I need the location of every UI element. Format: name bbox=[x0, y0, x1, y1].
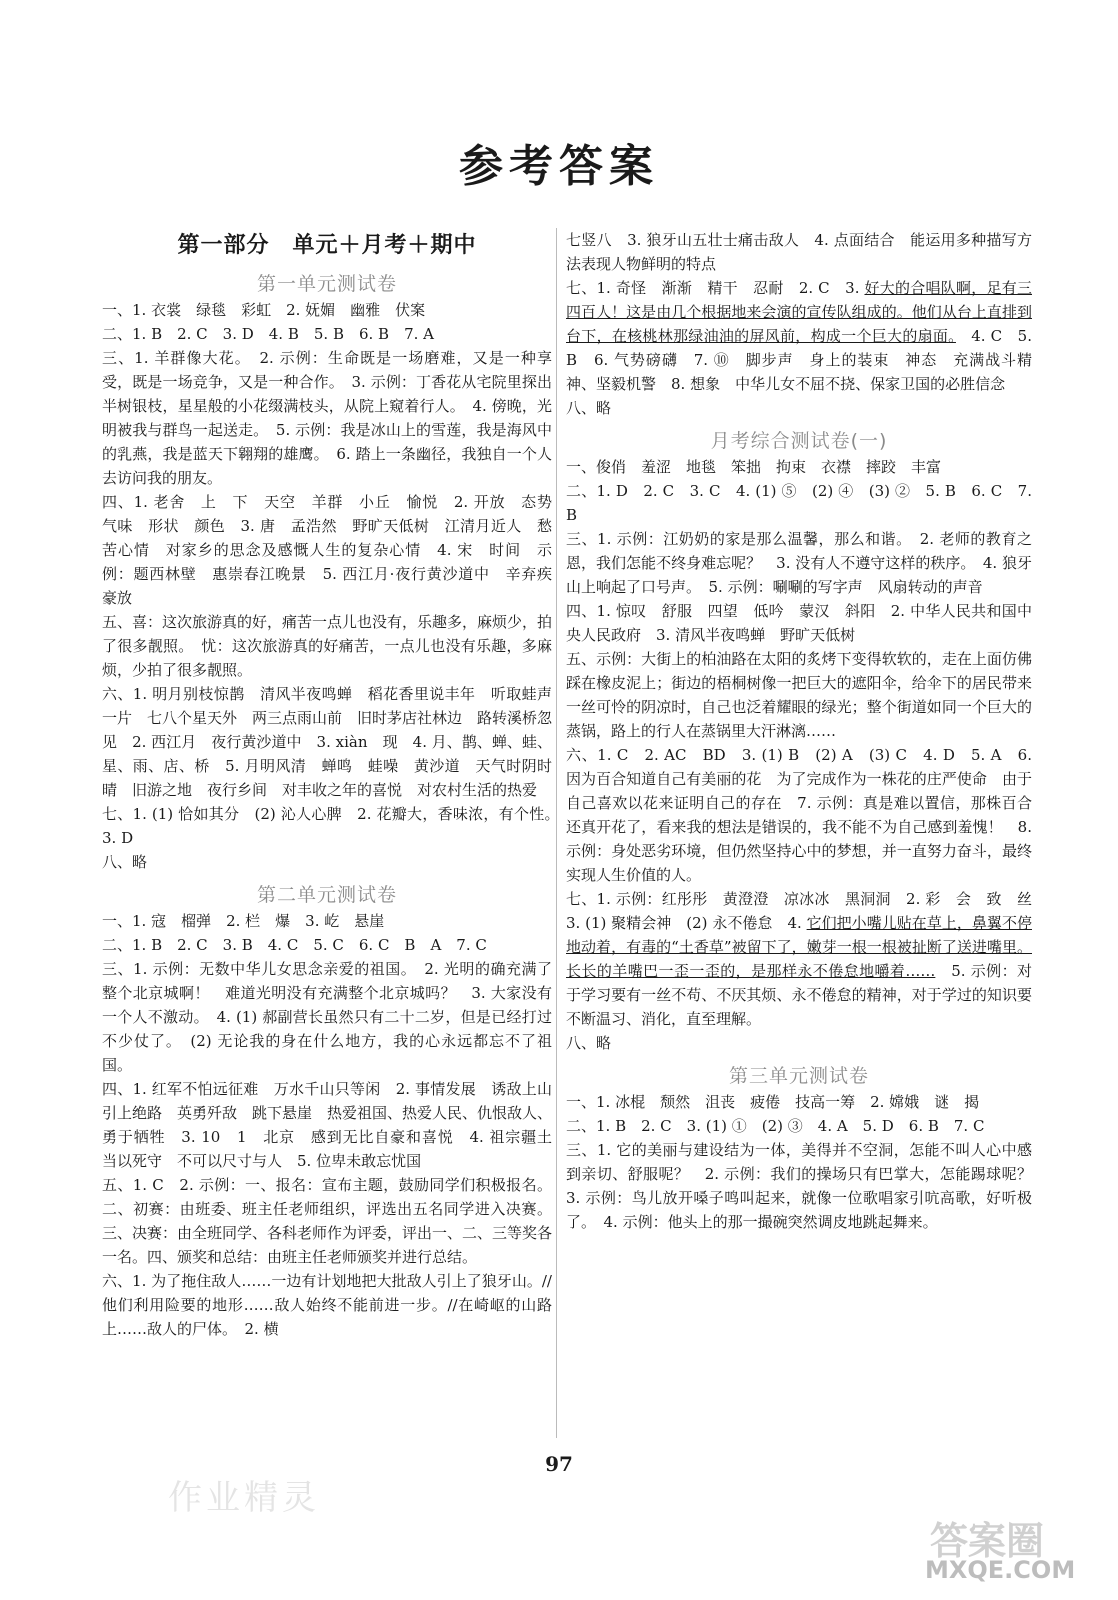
underlined-answer: 它们把小嘴儿贴在草上，鼻翼不停地动着，有毒的“土香草”被留下了，嫩芽一根一根被扯断了送进嘴里。长长的羊嘴巴一歪一歪的，是那样永不倦怠地嚼着…… bbox=[566, 914, 1032, 980]
answer-item: 八、略 bbox=[566, 399, 612, 417]
part-heading: 第一部分 单元＋月考＋期中 bbox=[177, 233, 477, 258]
answer-item: 六、1. C 2. AC BD 3. (1) B (2) A (3) C 4. D 5. A 6. 因为百合知道自己有美丽的花 为了完成作为一株花的庄严使命 由于自己喜欢以花来证明自己的存在 7. 示例：真是难以置信，那株百合还真开花了，看来我的想法是错误的，我不能不为自己感到羞愧！ 8. 示例：身处恶劣环境，但仍然坚持心中的梦想，并一直努力奋斗，最终实现人生价值的人。 bbox=[566, 746, 1032, 884]
watermark-logo: 答案圈 bbox=[930, 1519, 1045, 1563]
column-divider bbox=[556, 228, 557, 1438]
answer-item bbox=[566, 887, 1048, 1031]
answer-item: 一、1. 衣裳 绿毯 彩虹 2. 妩媚 幽雅 伏案 bbox=[102, 301, 426, 319]
right-column bbox=[566, 228, 1048, 1234]
answer-item: 一、1. 寇 榴弹 2. 栏 爆 3. 屹 悬崖 bbox=[102, 912, 385, 930]
watermark-logo: 作业精灵 bbox=[168, 1478, 320, 1518]
answer-text: 七、1. 示例：红彤彤 黄澄澄 凉冰冰 黑洞洞 2. 彩 会 致 丝 3. (1) 聚精会神 (2) 永不倦怠 4. bbox=[566, 890, 1048, 932]
answer-text: 4. C 5. B 6. 气势磅礴 7. ⑩ 脚步声 身上的装束 神态 充满战斗精神、坚毅机警 8. 想象 中华儿女不屈不挠、保家卫国的必胜信念 bbox=[566, 327, 1032, 393]
section-heading-unit2: 第二单元测试卷 bbox=[256, 884, 397, 906]
answer-item: 四、1. 惊叹 舒服 四望 低吟 蒙汉 斜阳 2. 中华人民共和国中央人民政府 3. 清风半夜鸣蝉 野旷天低树 bbox=[566, 602, 1032, 644]
answer-item: 八、略 bbox=[102, 853, 148, 871]
answer-item: 七、1. (1) 恰如其分 (2) 沁人心脾 2. 花瓣大，香味浓，有个性。 3. D bbox=[102, 805, 568, 847]
answer-item: 五、1. C 2. 示例：一、报名：宣布主题，鼓励同学们积极报名。二、初赛：由班委、班主任老师组织，评选出五名同学进入决赛。三、决赛：由全班同学、各科老师作为评委，评出一、二、三等奖各一名。四、颁奖和总结：由班主任老师颁奖并进行总结。 bbox=[102, 1176, 553, 1266]
answer-item: 六、1. 为了拖住敌人……一边有计划地把大批敌人引上了狼牙山。//他们利用险要的地形……敌人始终不能前进一步。//在崎岖的山路上……敌人的尸体。 2. 横 bbox=[102, 1272, 552, 1338]
answer-item bbox=[566, 276, 1032, 396]
answer-item: 二、1. D 2. C 3. C 4. (1) ⑤ (2) ④ (3) ② 5. B 6. C 7. B bbox=[566, 482, 1032, 524]
answer-item: 二、1. B 2. C 3. (1) ① (2) ③ 4. A 5. D 6. B 7. C bbox=[566, 1117, 985, 1135]
answer-item: 二、1. B 2. C 3. B 4. C 5. C 6. C B A 7. C bbox=[102, 936, 487, 954]
answer-item: 一、1. 冰棍 颓然 沮丧 疲倦 技高一筹 2. 嫦娥 谜 揭 bbox=[566, 1093, 980, 1111]
left-column bbox=[102, 228, 568, 1341]
section-heading-monthly1: 月考综合测试卷(一) bbox=[710, 430, 888, 452]
page-title: 参考答案 bbox=[459, 141, 659, 192]
page-number: 97 bbox=[545, 1452, 573, 1476]
section-heading-unit3: 第三单元测试卷 bbox=[728, 1065, 869, 1087]
section-heading-unit1: 第一单元测试卷 bbox=[256, 273, 397, 295]
answer-item: 四、1. 老舍 上 下 天空 羊群 小丘 愉悦 2. 开放 态势 气味 形状 颜色 3. 唐 孟浩然 野旷天低树 江清月近人 愁苦心情 对家乡的思念及感慨人生的复杂心情 4. 宋 时间 示例：题西林壁 惠崇春江晚景 5. 西江月·夜行黄沙道中 辛弃疾 豪放 bbox=[102, 493, 568, 607]
answer-item: 六、1. 明月别枝惊鹊 清风半夜鸣蝉 稻花香里说丰年 听取蛙声一片 七八个星天外 两三点雨山前 旧时茅店社林边 路转溪桥忽见 2. 西江月 夜行黄沙道中 3. xiàn 现 4. 月、鹊、蝉、蛙、星、雨、店、桥 5. 月明风清 蝉鸣 蛙噪 黄沙道 天气时阴时晴 旧游之地 夜行乡间 对丰收之年的喜悦 对农村生活的热爱 bbox=[102, 685, 553, 799]
answer-text: 七、1. 奇怪 渐渐 精干 忍耐 2. C 3. bbox=[566, 279, 865, 297]
answer-item: 三、1. 示例：江奶奶的家是那么温馨，那么和谐。 2. 老师的教育之恩，我们怎能不终身难忘呢？ 3. 没有人不遵守这样的秩序。 4. 狼牙山上响起了口号声。 5. 示例：唰唰的写字声 风扇转动的声音 bbox=[566, 530, 1032, 596]
answer-item: 一、俊俏 羞涩 地毯 笨拙 拘束 衣襟 摔跤 丰富 bbox=[566, 458, 942, 476]
answer-item: 三、1. 示例：无数中华儿女思念亲爱的祖国。 2. 光明的确充满了整个北京城啊！ 难道光明没有充满整个北京城吗？ 3. 大家没有一个人不激动。 4. (1) 郝副营长虽然只有二十二岁，但是已经打过不少仗了。 (2) 无论我的身在什么地方，我的心永远都忘不了祖国。 bbox=[102, 960, 552, 1074]
answer-item: 七竖八 3. 狼牙山五壮士痛击敌人 4. 点面结合 能运用多种描写方法表现人物鲜明的特点 bbox=[566, 231, 1032, 273]
answer-item: 五、示例：大街上的柏油路在太阳的炙烤下变得软软的，走在上面仿佛踩在橡皮泥上；街边的梧桐树像一把巨大的遮阳伞，给伞下的居民带来一丝可怜的阴凉时，自己也泛着耀眼的绿光；整个街道如同一个巨大的蒸锅，路上的行人在蒸锅里大汗淋漓…… bbox=[566, 650, 1032, 740]
answer-item: 三、1. 它的美丽与建设结为一体，美得并不空洞，怎能不叫人心中感到亲切、舒服呢？ 2. 示例：我们的操场只有巴掌大，怎能踢球呢？ 3. 示例：鸟儿放开嗓子鸣叫起来，就像一位歌唱家引吭高歌，好听极了。 4. 示例：他头上的那一撮碗突然调皮地跳起舞来。 bbox=[566, 1141, 1048, 1231]
underlined-answer: 好大的合唱队啊，足有三四百人！这是由几个根据地来会演的宣传队组成的。他们从台上直排到台下，在核桃林那绿油油的屏风前，构成一个巨大的扇面。 bbox=[566, 279, 1032, 345]
watermark-url: MXQE.COM bbox=[925, 1556, 1076, 1584]
answer-item: 八、略 bbox=[566, 1034, 612, 1052]
answer-item: 三、1. 羊群像大花。 2. 示例：生命既是一场磨难，又是一种享受，既是一场竞争，又是一种合作。 3. 示例：丁香花从宅院里探出半树银枝，星星般的小花缀满枝头，从院上窥着行人。 4. 傍晚，光明被我与群鸟一起送走。 5. 示例：我是冰山上的雪莲，我是海风中的乳燕，我是蓝天下翱翔的雄鹰。 6. 踏上一条幽径，我独自一个人去访问我的朋友。 bbox=[102, 349, 552, 487]
answer-text: 5. 示例：对于学习要有一丝不苟、不厌其烦、永不倦怠的精神，对于学过的知识要不断温习、消化，直至理解。 bbox=[566, 962, 1032, 1028]
answer-item: 四、1. 红军不怕远征难 万水千山只等闲 2. 事情发展 诱敌上山 引上绝路 英勇歼敌 跳下悬崖 热爱祖国、热爱人民、仇恨敌人、勇于牺牲 3. 10 1 北京 感到无比自豪和喜悦 4. 祖宗疆土 当以死守 不可以尺寸与人 5. 位卑未敢忘忧国 bbox=[102, 1080, 568, 1170]
answer-item: 五、喜：这次旅游真的好，痛苦一点儿也没有，乐趣多，麻烦少，拍了很多靓照。 忧：这次旅游真的好痛苦，一点儿也没有乐趣，多麻烦，少拍了很多靓照。 bbox=[102, 613, 553, 679]
answer-item: 二、1. B 2. C 3. D 4. B 5. B 6. B 7. A bbox=[102, 325, 434, 343]
